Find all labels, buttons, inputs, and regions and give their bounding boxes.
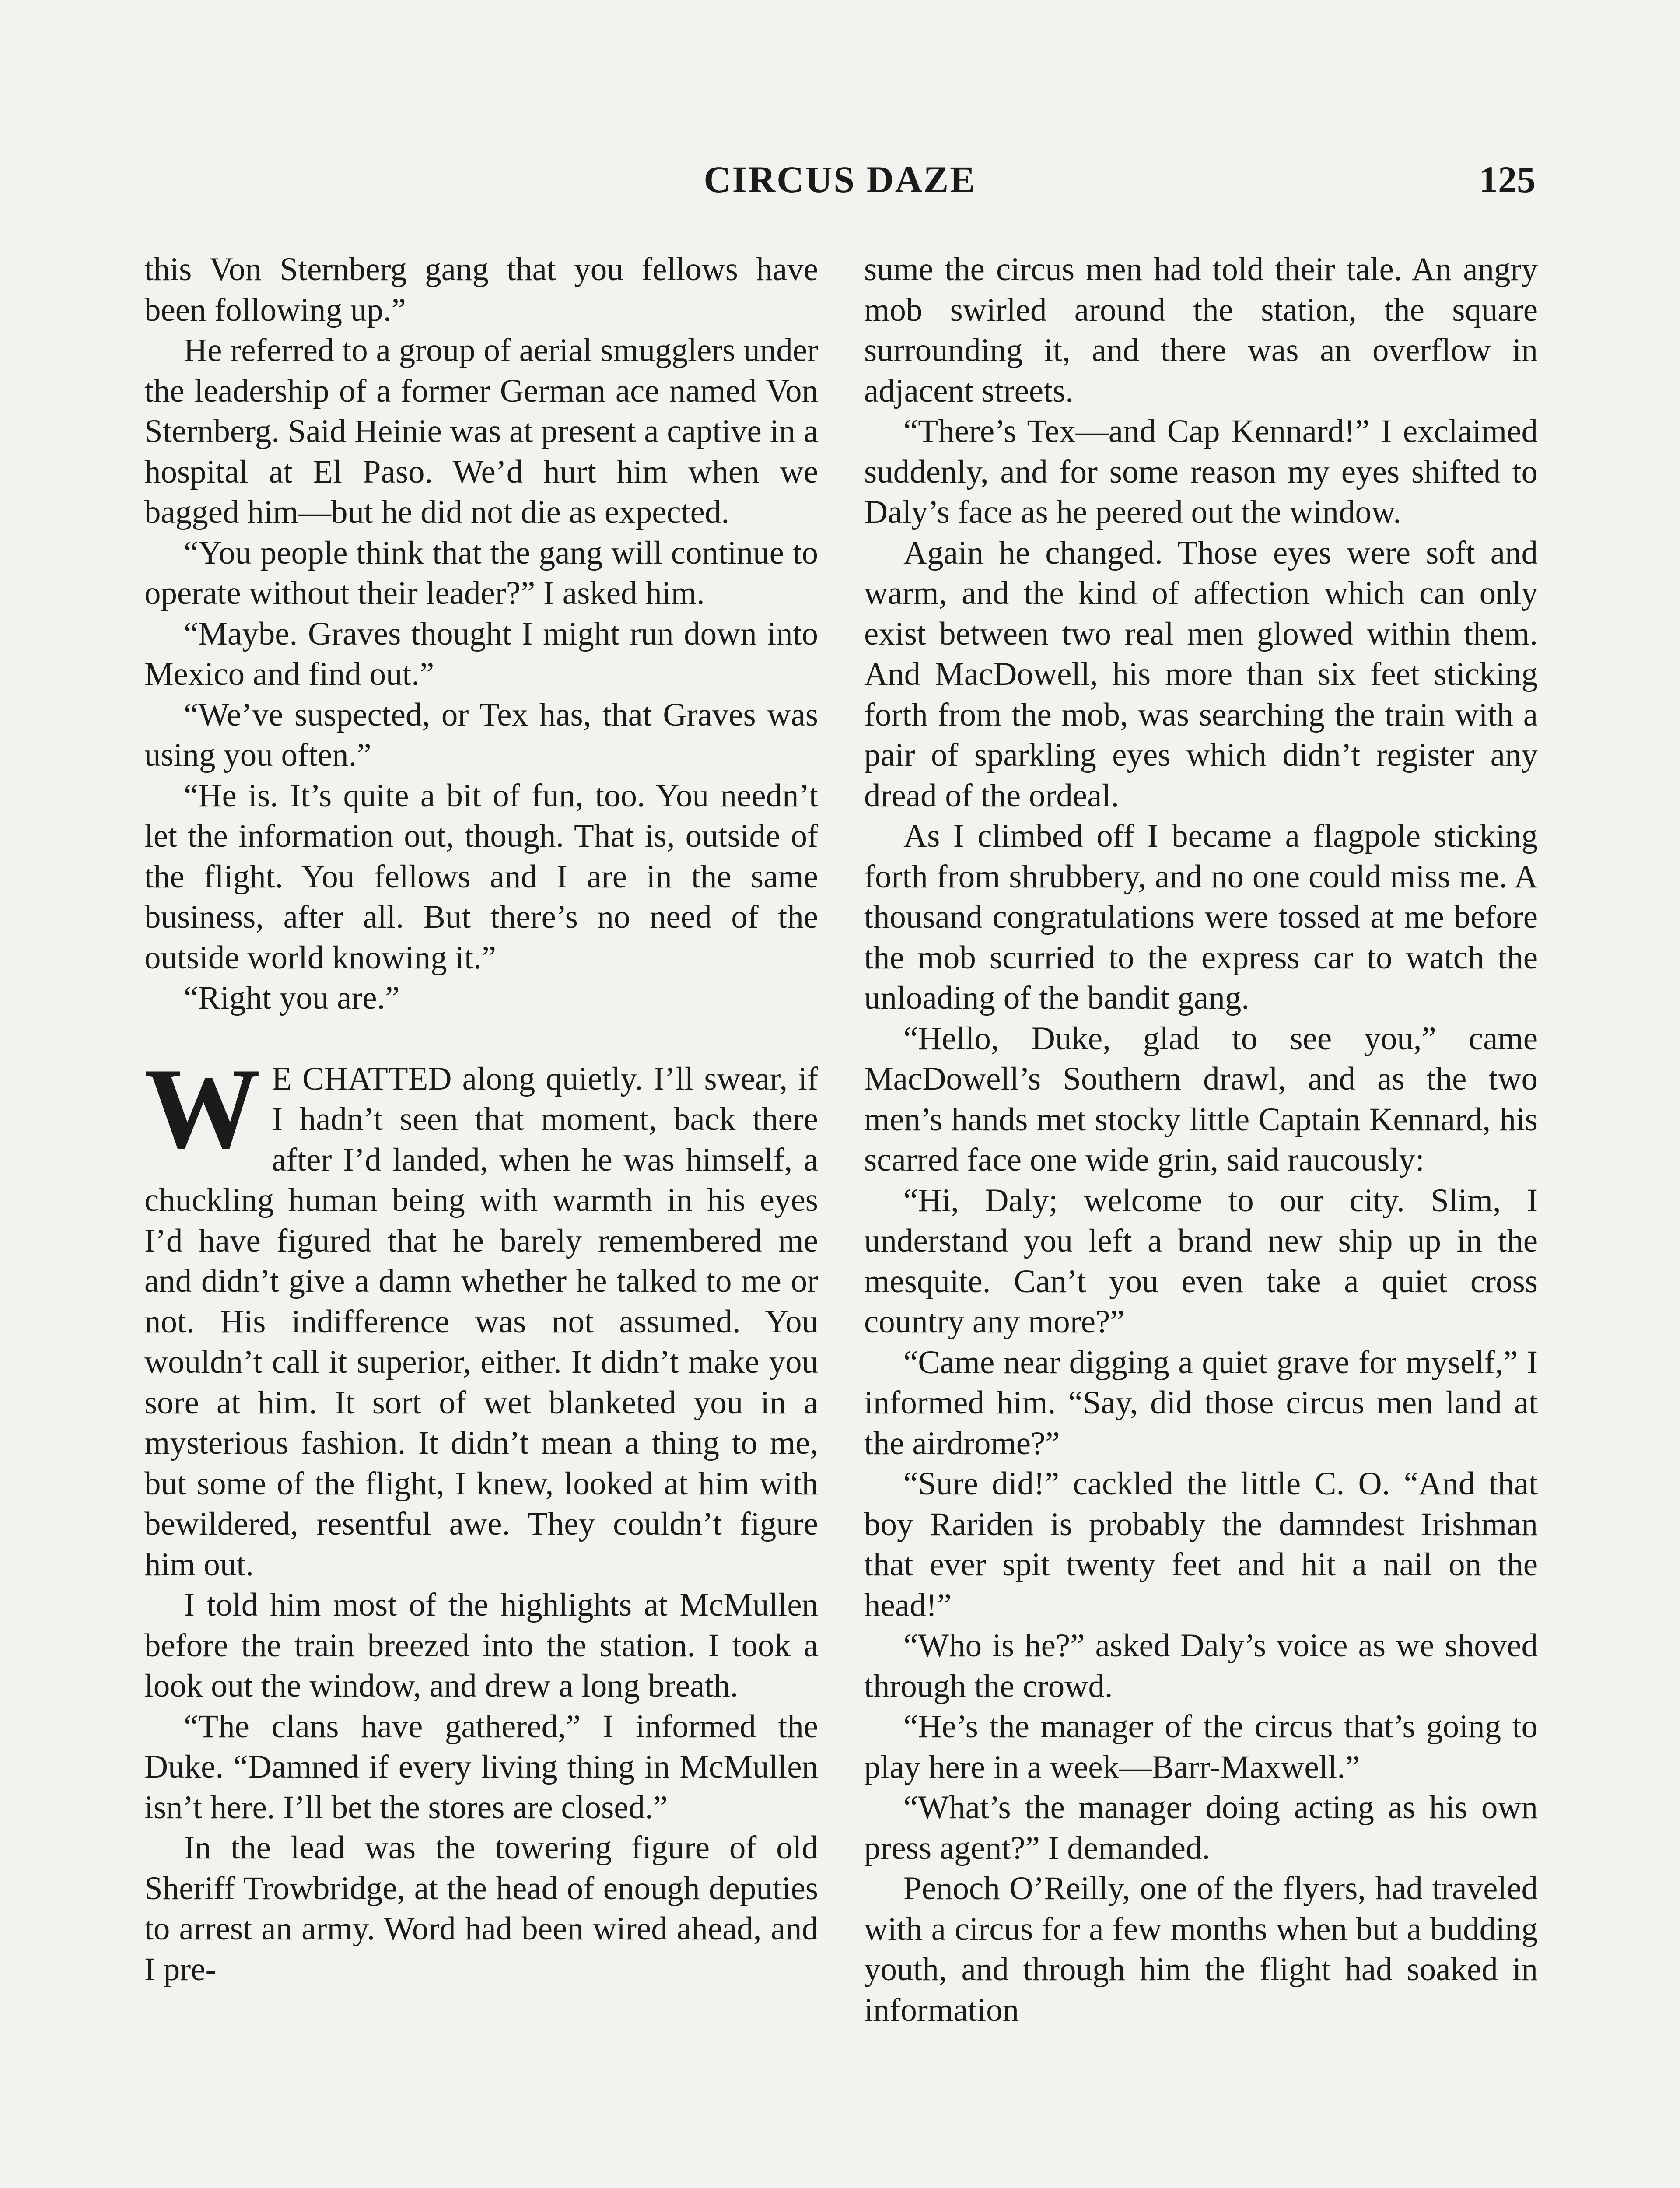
page-number: 125 (1479, 158, 1536, 200)
dropcap-paragraph-text: E CHATTED along quietly. I’ll swear, if I hadn’t seen that moment, back there after I’d landed, when he was himself, a chuckling human being with warmth in his eyes I’d have figured that he barely remembered me and didn’t give a damn whether he talked to me or not. His indifference was not assumed. You wouldn’t call it superior, either. It didn’t make you sore at him. It sort of wet blanketed you in a mysterious fashion. It didn’t mean a thing to me, but some of the flight, I knew, looked at him with bewildered, resentful awe. They couldn’t figure him out. (144, 1060, 818, 1583)
paragraph: “Came near digging a quiet grave for myself,” I informed him. “Say, did those circus men land at the airdrome?” (864, 1344, 1538, 1462)
paragraph: “Hi, Daly; welcome to our city. Slim, I understand you left a brand new ship up in the mesquite. Can’t you even take a quiet cross country any more?” (864, 1182, 1538, 1340)
paragraph: “Who is he?” asked Daly’s voice as we shoved through the crowd. (864, 1627, 1538, 1704)
paragraph: “Sure did!” cackled the little C. O. “And that boy Rariden is probably the damndest Irishman that ever spit twenty feet and hit a nail on the head!” (864, 1466, 1538, 1623)
paragraph: “He is. It’s quite a bit of fun, too. You needn’t let the information out, though. That is, outside of the flight. You fellows and I are in the same business, after all. But there’s no need of the outside world knowing it.” (144, 777, 818, 976)
paragraph: “Maybe. Graves thought I might run down into Mexico and find out.” (144, 615, 818, 692)
paragraph: sume the circus men had told their tale. An angry mob swirled around the station, the square surrounding it, and there was an overflow in adjacent streets. (864, 251, 1538, 409)
paragraph: As I climbed off I became a flagpole sticking forth from shrubbery, and no one could miss me. A thousand congratulations were tossed at me before the mob scurried to the express car to watch the unloading of the bandit gang. (864, 818, 1538, 1016)
paragraph: “Right you are.” (184, 980, 400, 1016)
paragraph: Penoch O’Reilly, one of the flyers, had traveled with a circus for a few months when but a budding youth, and through him the flight had soaked in information (864, 1870, 1538, 2028)
right-column (864, 249, 1538, 2188)
paragraph: this Von Sternberg gang that you fellows have been following up.” (144, 251, 818, 328)
page-header (144, 158, 1536, 206)
running-title: CIRCUS DAZE (704, 158, 976, 200)
paragraph: “He’s the manager of the circus that’s going to play here in a week—Barr-Maxwell.” (864, 1708, 1538, 1785)
paragraph: “The clans have gathered,” I informed the Duke. “Damned if every living thing in McMullen isn’t here. I’ll bet the stores are closed.” (144, 1708, 818, 1826)
paragraph: “Hello, Duke, glad to see you,” came MacDowell’s Southern drawl, and as the two men’s hands met stocky little Captain Kennard, his scarred face one wide grin, said raucously: (864, 1020, 1538, 1178)
drop-cap: W (144, 1044, 260, 1173)
paragraph: “There’s Tex—and Cap Kennard!” I exclaimed suddenly, and for some reason my eyes shifted to Daly’s face as he peered out the window. (864, 413, 1538, 530)
paragraph: In the lead was the towering figure of old Sheriff Trowbridge, at the head of enough deputies to arrest an army. Word had been wired ahead, and I pre- (144, 1830, 818, 1988)
paragraph: “We’ve suspected, or Tex has, that Graves was using you often.” (144, 696, 818, 773)
left-column (144, 249, 818, 2188)
paragraph: “You people think that the gang will continue to operate without their leader?” I asked him. (144, 534, 818, 611)
paragraph: Again he changed. Those eyes were soft and warm, and the kind of affection which can only exist between two real men glowed within them. And MacDowell, his more than six feet sticking forth from the mob, was searching the train with a pair of sparkling eyes which didn’t register any dread of the ordeal. (864, 534, 1538, 814)
paragraph: “What’s the manager doing acting as his own press agent?” I demanded. (864, 1789, 1538, 1866)
paragraph: I told him most of the highlights at McMullen before the train breezed into the station. I took a look out the window, and drew a long breath. (144, 1587, 818, 1704)
dropcap-paragraph (144, 1044, 818, 1585)
paragraph: He referred to a group of aerial smugglers under the leadership of a former German ace named Von Sternberg. Said Heinie was at present a captive in a hospital at El Paso. We’d hurt him when we bagged him—but he did not die as expected. (144, 332, 818, 530)
